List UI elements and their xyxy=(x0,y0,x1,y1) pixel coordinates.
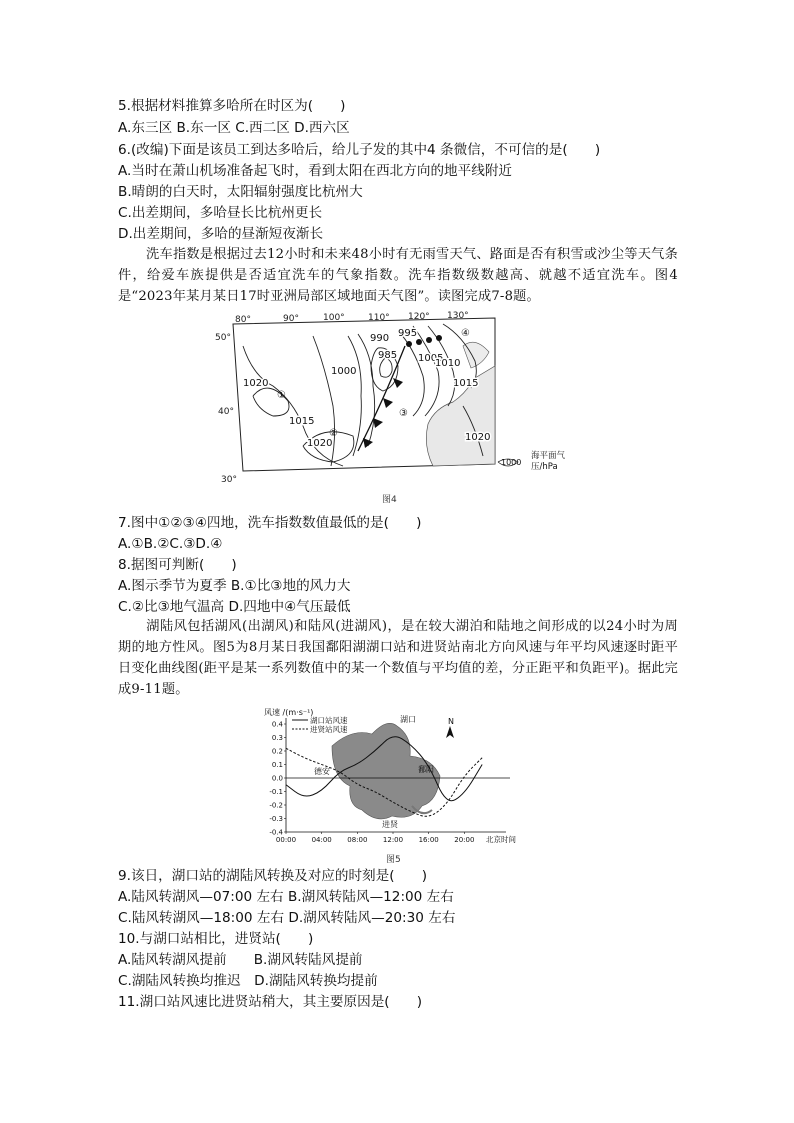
q9-options-ab: A.陆风转湖风—07:00 左右 B.湖风转陆风—12:00 左右 xyxy=(118,889,454,905)
y-axis-title: 风速 /(m·s⁻¹) xyxy=(264,708,314,717)
q11-stem: 11.湖口站风速比进贤站稍大，其主要原因是( ) xyxy=(118,994,423,1010)
q5-stem: 5.根据材料推算多哈所在时区为( ) xyxy=(118,98,346,114)
q6-option-d: D.出差期间，多哈的昼渐短夜渐长 xyxy=(118,226,324,242)
y-tick-label: 0.1 xyxy=(271,761,283,769)
q9-options-cd: C.陆风转湖风—18:00 左右 D.湖风转陆风—20:30 左右 xyxy=(118,910,456,926)
isobar-label: 1010 xyxy=(435,358,461,369)
lat-label: 40° xyxy=(218,407,234,417)
y-tick-label: -0.1 xyxy=(269,788,283,796)
north-label: N xyxy=(448,717,454,726)
isobar-label: 1005 xyxy=(418,353,444,364)
figure-4-weather-map xyxy=(213,306,566,506)
x-tick-label: 16:00 xyxy=(418,836,439,844)
y-tick-label: 0.0 xyxy=(271,774,283,783)
q6-stem: 6.(改编)下面是该员工到达多哈后，给儿子发的其中4 条微信，不可信的是( ) xyxy=(118,142,601,158)
q10-options-ab: A.陆风转湖风提前 B.湖风转陆风提前 xyxy=(118,952,363,968)
y-tick-label: -0.3 xyxy=(269,815,283,823)
lon-label: 130° xyxy=(447,311,469,321)
place-label: 鄱阳 xyxy=(418,765,434,774)
q7-stem: 7.图中①②③④四地，洗车指数数值最低的是( ) xyxy=(118,515,422,531)
isobar-label: 990 xyxy=(370,333,390,344)
figure-5-wind-chart xyxy=(262,706,534,850)
place-label: 德安 xyxy=(314,767,330,776)
figure-4-caption: 图4 xyxy=(382,495,397,505)
isobar-label: 985 xyxy=(378,350,398,361)
point-2: ② xyxy=(329,428,338,439)
x-axis-title: 北京时间 xyxy=(486,835,516,844)
place-label: 进贤 xyxy=(382,820,398,829)
y-tick-label: 0.4 xyxy=(271,720,283,729)
q6-option-c: C.出差期间，多哈昼长比杭州更长 xyxy=(118,205,323,221)
y-tick-label: -0.2 xyxy=(269,801,283,810)
y-tick-label: 0.2 xyxy=(271,747,283,756)
x-tick-label: 20:00 xyxy=(454,836,475,844)
x-tick-label: 00:00 xyxy=(275,836,297,844)
y-tick-label: 0.3 xyxy=(271,734,283,742)
lat-label: 50° xyxy=(215,333,231,343)
north-arrow-icon xyxy=(446,726,454,738)
isobar-label: 1020 xyxy=(307,438,333,449)
isobar-label: 1020 xyxy=(243,378,269,389)
lon-label: 100° xyxy=(323,313,345,323)
passage-car-wash: 洗车指数是根据过去12小时和未来48小时有无雨雪天气、路面是否有积雪或沙尘等天气条件，给爱车族提供是否适宜洗车的气象指数。洗车指数级数越高、就越不适宜洗车。图4是“2023年某月某日17时亚洲局部区域地面天气图”。读图完成7-8题。 xyxy=(118,247,678,304)
x-tick-label: 08:00 xyxy=(347,836,368,844)
x-tick-label: 12:00 xyxy=(382,836,404,844)
isobar-label: 995 xyxy=(398,328,418,339)
q8-options-ab: A.图示季节为夏季 B.①比③地的风力大 xyxy=(118,578,351,594)
passage-lake-land-breeze: 湖陆风包括湖风(出湖风)和陆风(进湖风)，是在较大湖泊和陆地之间形成的以24小时为周期的地方性风。图5为8月某日我国鄱阳湖湖口站和进贤站南北方向风速与年平均风速逐时距平日变化曲线图(距平是某一系列数值中的某一个数值与平均值的差，分正距平和负距平)。据此完成9-11题。 xyxy=(118,619,678,697)
x-tick-label: 04:00 xyxy=(311,836,332,844)
isobar-label: 1000 xyxy=(331,366,357,377)
lon-label: 80° xyxy=(235,315,251,325)
lon-label: 90° xyxy=(283,314,299,324)
place-label: 湖口 xyxy=(400,715,416,724)
q7-options: A.①B.②C.③D.④ xyxy=(118,536,223,552)
q8-options-cd: C.②比③地气温高 D.四地中④气压最低 xyxy=(118,599,351,615)
q9-stem: 9.该日，湖口站的湖陆风转换及对应的时刻是( ) xyxy=(118,868,428,884)
q6-option-a: A.当时在萧山机场准备起飞时，看到太阳在西北方向的地平线附近 xyxy=(118,163,513,179)
q10-stem: 10.与湖口站相比，进贤站( ) xyxy=(118,931,314,947)
legend-item: 进贤站风速 xyxy=(310,725,348,734)
q5-options: A.东三区 B.东一区 C.西二区 D.西六区 xyxy=(118,120,350,136)
q6-option-b: B.晴朗的白天时，太阳辐射强度比杭州大 xyxy=(118,184,363,200)
legend-item: 湖口站风速 xyxy=(310,716,348,725)
lon-label: 120° xyxy=(408,312,430,322)
q8-stem: 8.据图可判断( ) xyxy=(118,557,237,573)
lon-label: 110° xyxy=(368,313,390,323)
isobar-label: 1015 xyxy=(453,378,479,389)
isobar-label: 1020 xyxy=(465,432,491,443)
figure-5-caption: 图5 xyxy=(386,855,401,865)
y-tick-label: -0.4 xyxy=(269,828,283,837)
point-4: ④ xyxy=(461,328,470,339)
legend-text: 压/hPa xyxy=(531,462,558,472)
point-3: ③ xyxy=(399,408,408,419)
lat-label: 30° xyxy=(221,475,237,485)
legend-value: 1000 xyxy=(501,458,522,467)
q10-options-cd: C.湖陆风转换均推迟 D.湖陆风转换均提前 xyxy=(118,973,378,989)
point-1: ① xyxy=(277,390,286,401)
isobar-label: 1015 xyxy=(289,416,315,427)
legend-text: 海平面气 xyxy=(531,451,566,461)
